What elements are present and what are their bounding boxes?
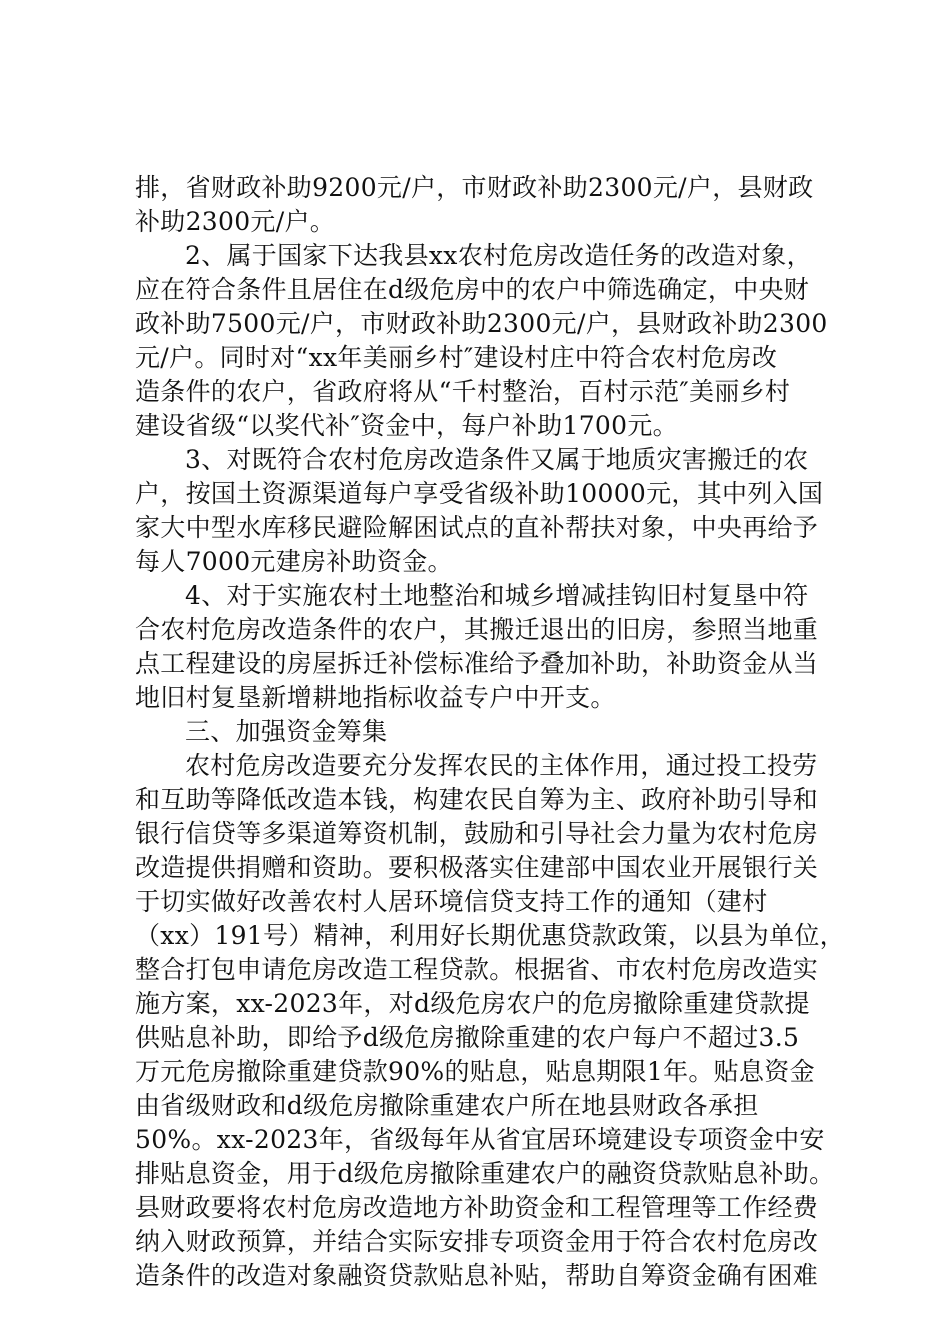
text-line: 3、对既符合农村危房改造条件又属于地质灾害搬迁的农 [185,445,809,474]
text-line: 由省级财政和d级危房撤除重建农户所在地县财政各承担 [135,1091,759,1120]
text-line: 造条件的改造对象融资贷款贴息补贴，帮助自筹资金确有困难 [135,1261,819,1290]
text-line: 元/户。同时对“xx年美丽乡村″建设村庄中符合农村危房改 [135,343,778,372]
text-line: 政补助7500元/户，市财政补助2300元/户，县财政补助2300 [135,309,828,338]
text-line: 50%。xx-2023年，省级每年从省宜居环境建设专项资金中安 [135,1125,825,1154]
text-line: 排贴息资金，用于d级危房撤除重建农户的融资贷款贴息补助。 [135,1159,835,1188]
text-line: 银行信贷等多渠道筹资机制，鼓励和引导社会力量为农村危房 [135,819,819,848]
text-line: 于切实做好改善农村人居环境信贷支持工作的通知（建村 [135,887,768,916]
text-line: 纳入财政预算，并结合实际安排专项资金用于符合农村危房改 [135,1227,819,1256]
text-line: 排，省财政补助9200元/户，市财政补助2300元/户，县财政 [135,173,814,202]
text-line: 补助2300元/户。 [135,207,336,236]
text-line: 供贴息补助，即给予d级危房撤除重建的农户每户不超过3.5 [135,1023,800,1052]
text-line: 造条件的农户，省政府将从“千村整治，百村示范″美丽乡村 [135,377,791,406]
text-line: 农村危房改造要充分发挥农民的主体作用，通过投工投劳 [185,751,818,780]
text-line: 和互助等降低改造本钱，构建农民自筹为主、政府补助引导和 [135,785,819,814]
text-line: 施方案，xx-2023年，对d级危房农户的危房撤除重建贷款提 [135,989,810,1018]
text-line: 每人7000元建房补助资金。 [135,547,453,576]
text-line: （xx）191号）精神，利用好长期优惠贷款政策，以县为单位， [135,921,845,950]
text-line: 建设省级“以奖代补″资金中，每户补助1700元。 [135,411,678,440]
text-line: 家大中型水库移民避险解困试点的直补帮扶对象，中央再给予 [135,513,819,542]
text-line: 应在符合条件且居住在d级危房中的农户中筛选确定，中央财 [135,275,810,304]
text-line: 三、加强资金筹集 [185,717,388,746]
text-line: 合农村危房改造条件的农户，其搬迁退出的旧房，参照当地重 [135,615,819,644]
text-line: 整合打包申请危房改造工程贷款。根据省、市农村危房改造实 [135,955,819,984]
text-line: 县财政要将农村危房改造地方补助资金和工程管理等工作经费 [135,1193,819,1222]
text-line: 点工程建设的房屋拆迁补偿标准给予叠加补助，补助资金从当 [135,649,819,678]
text-line: 户，按国土资源渠道每户享受省级补助10000元，其中列入国 [135,479,824,508]
text-line: 2、属于国家下达我县xx农村危房改造任务的改造对象， [185,241,812,270]
text-line: 4、对于实施农村土地整治和城乡增减挂钩旧村复垦中符 [185,581,809,610]
text-line: 万元危房撤除重建贷款90%的贴息，贴息期限1年。贴息资金 [135,1057,815,1086]
text-line: 地旧村复垦新增耕地指标收益专户中开支。 [135,683,616,712]
document-body [135,171,845,1293]
text-line: 改造提供捐赠和资助。要积极落实住建部中国农业开展银行关 [135,853,819,882]
